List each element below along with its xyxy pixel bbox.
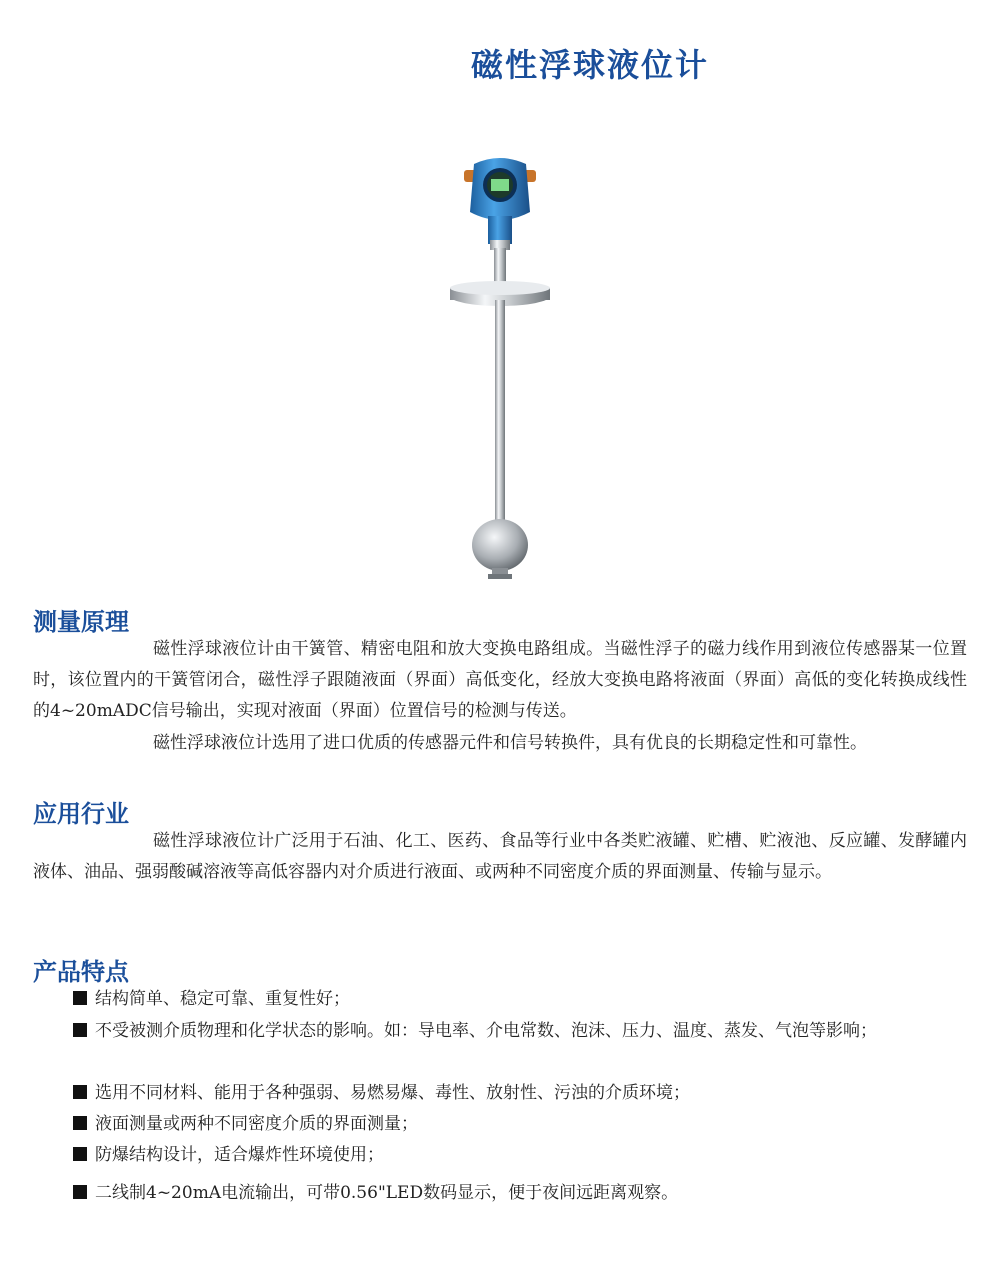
principle-paragraph-1: 磁性浮球液位计由干簧管、精密电阻和放大变换电路组成。当磁性浮子的磁力线作用到液位传感器某一位置时，该位置内的干簧管闭合，磁性浮子跟随液面（界面）高低变化，经放大变换电路将液面（界面）高低的变化转换成线性的4~20mADC信号输出，实现对液面（界面）位置信号的检测与传送。	[33, 639, 967, 721]
bullet-square-icon	[73, 1085, 87, 1099]
feature-item	[33, 1078, 967, 1109]
feature-text: 液面测量或两种不同密度介质的界面测量；	[95, 1114, 418, 1134]
section-heading-principle: 测量原理	[33, 608, 129, 636]
bullet-square-icon	[73, 1023, 87, 1037]
feature-item	[33, 1178, 967, 1209]
feature-item	[33, 1016, 967, 1047]
feature-text: 不受被测介质物理和化学状态的影响。如：导电率、介电常数、泡沫、压力、温度、蒸发、气泡等影响；	[95, 1021, 877, 1041]
section-heading-application: 应用行业	[33, 800, 129, 828]
float-level-gauge-image	[440, 150, 560, 590]
bullet-square-icon	[73, 1185, 87, 1199]
feature-text: 选用不同材料、能用于各种强弱、易燃易爆、毒性、放射性、污浊的介质环境；	[95, 1083, 690, 1103]
page-title: 磁性浮球液位计	[470, 46, 709, 84]
feature-text: 防爆结构设计，适合爆炸性环境使用；	[95, 1145, 384, 1165]
application-paragraph-1: 磁性浮球液位计广泛用于石油、化工、医药、食品等行业中各类贮液罐、贮槽、贮液池、反应罐、发酵罐内液体、油品、强弱酸碱溶液等高低容器内对介质进行液面、或两种不同密度介质的界面测量、传输与显示。	[33, 831, 967, 882]
principle-paragraph-2: 磁性浮球液位计选用了进口优质的传感器元件和信号转换件，具有优良的长期稳定性和可靠性。	[153, 733, 867, 753]
bullet-square-icon	[73, 1147, 87, 1161]
feature-item	[33, 1140, 967, 1171]
feature-item	[33, 1109, 967, 1140]
feature-item	[33, 984, 967, 1015]
bullet-square-icon	[73, 991, 87, 1005]
feature-text: 结构简单、稳定可靠、重复性好；	[95, 989, 350, 1009]
section-heading-features: 产品特点	[33, 958, 129, 986]
feature-text: 二线制4~20mA电流输出，可带0.56"LED数码显示，便于夜间远距离观察。	[95, 1183, 679, 1203]
bullet-square-icon	[73, 1116, 87, 1130]
